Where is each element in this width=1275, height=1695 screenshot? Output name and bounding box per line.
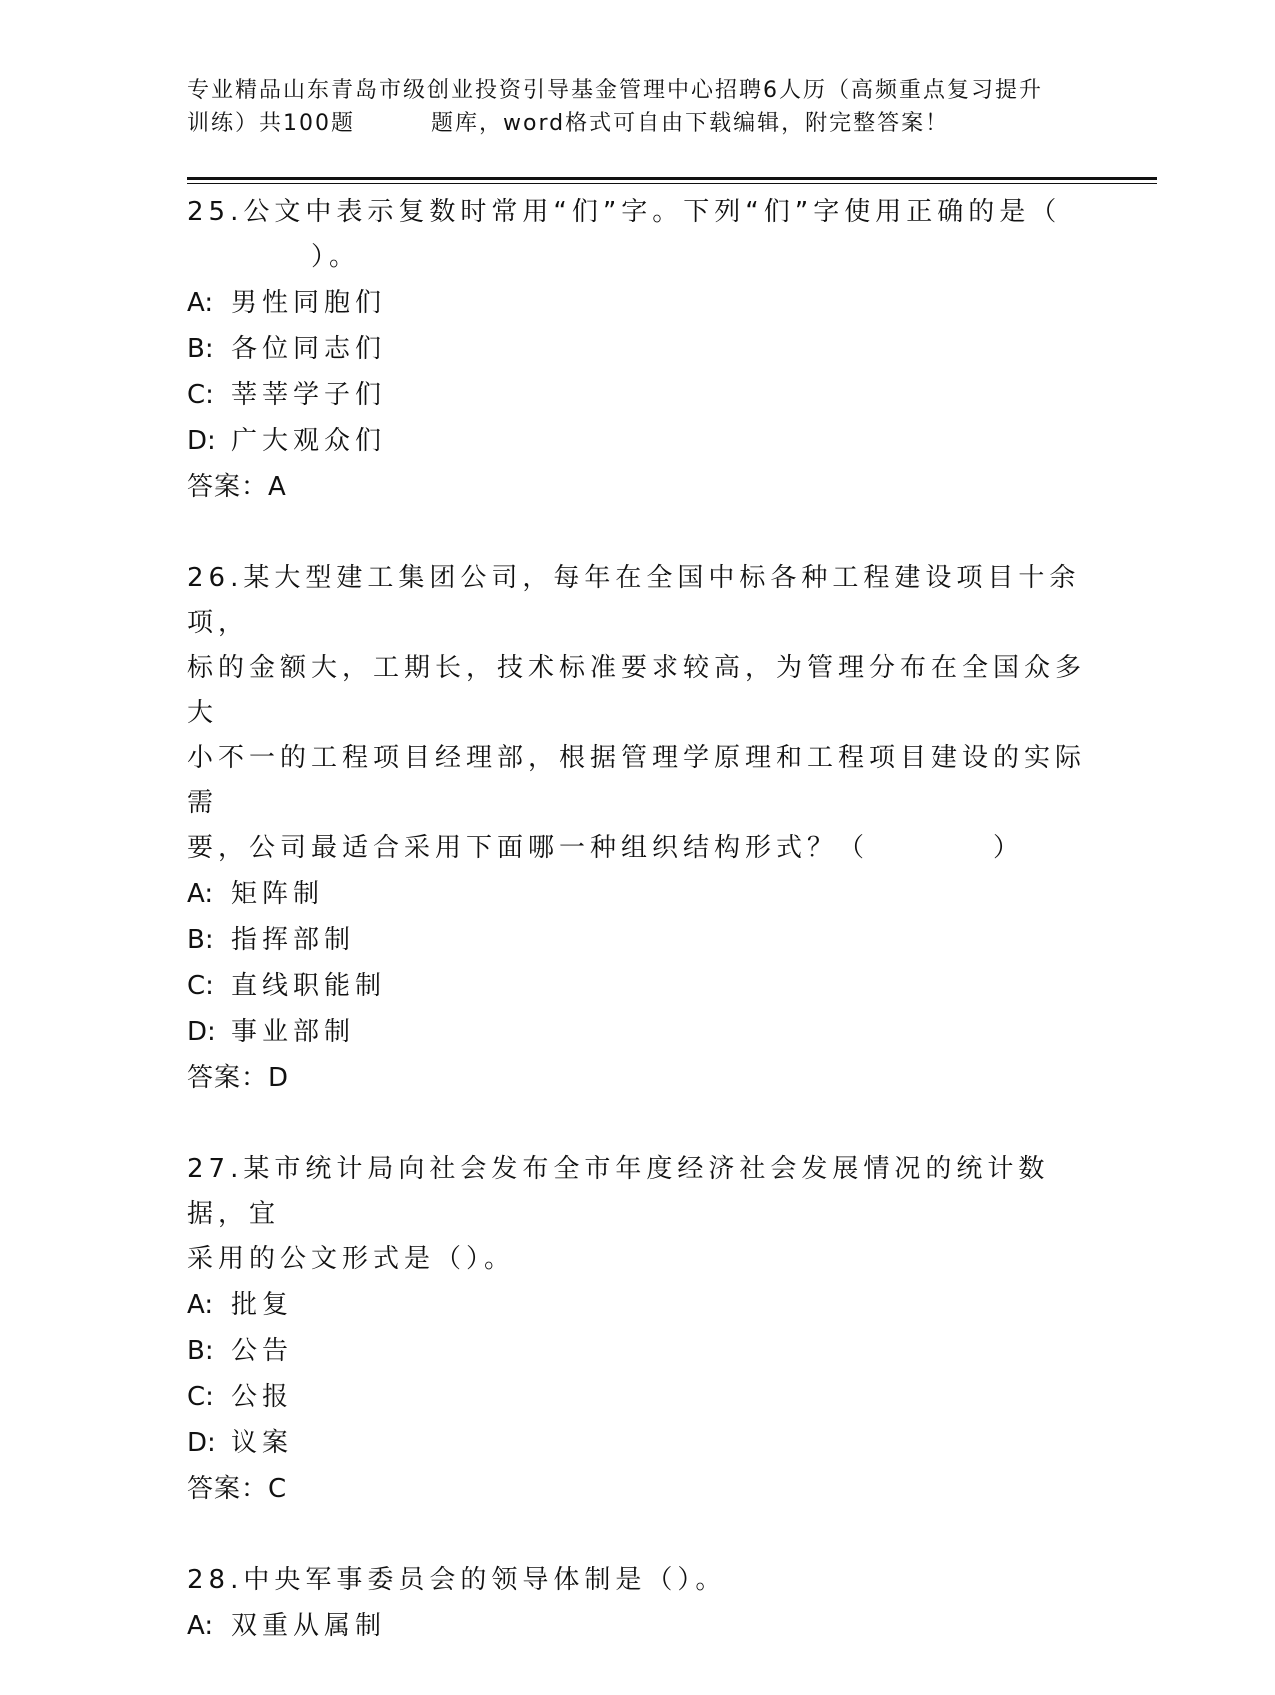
- header-line-2-part-1: 训练）共100题: [187, 111, 355, 136]
- answer-label: 答案：C: [187, 1474, 288, 1504]
- header-line-2-part-2: 题库，word格式可自由下载编辑，附完整答案！: [431, 111, 950, 136]
- option-b: B: 公告: [187, 1336, 294, 1366]
- option-a: A: 矩阵制: [187, 879, 325, 909]
- document-header: [187, 74, 1087, 140]
- stem-line: 26.某大型建工集团公司，每年在全国中标各种工程建设项目十余项，: [187, 563, 1081, 638]
- option-b: B: 各位同志们: [187, 334, 387, 364]
- option-c: C: 直线职能制: [187, 971, 387, 1001]
- option-c: C: 公报: [187, 1382, 294, 1412]
- answer-label: 答案：A: [187, 472, 287, 502]
- question-stem: [187, 190, 1087, 280]
- stem-line: 25.公文中表示复数时常用“们”字。下列“们”字使用正确的是（: [187, 197, 1062, 227]
- question-list: [187, 190, 1087, 1695]
- question-28: [187, 1558, 1087, 1649]
- option-b: B: 指挥部制: [187, 925, 356, 955]
- stem-line: 27.某市统计局向社会发布全市年度经济社会发展情况的统计数据，宜: [187, 1154, 1050, 1229]
- header-line-1: 专业精品山东青岛市级创业投资引导基金管理中心招聘6人历（高频重点复习提升: [187, 78, 1043, 103]
- question-25: [187, 190, 1087, 510]
- header-rule-thick: [187, 177, 1157, 180]
- option-d: D: 议案: [187, 1428, 294, 1458]
- stem-line: ）。: [311, 242, 361, 272]
- option-c: C: 莘莘学子们: [187, 380, 387, 410]
- option-a: A: 双重从属制: [187, 1611, 387, 1641]
- option-a: A: 批复: [187, 1290, 294, 1320]
- question-27: [187, 1147, 1087, 1512]
- question-stem: [187, 556, 1087, 871]
- option-d: D: 广大观众们: [187, 426, 387, 456]
- question-26: [187, 556, 1087, 1101]
- stem-line: 28.中央军事委员会的领导体制是（）。: [187, 1565, 727, 1595]
- stem-line: 小不一的工程项目经理部，根据管理学原理和工程项目建设的实际需: [187, 743, 1087, 818]
- question-stem: [187, 1147, 1087, 1282]
- header-line-2: [187, 107, 1087, 140]
- stem-line: 要，公司最适合采用下面哪一种组织结构形式？（ ）: [187, 833, 1025, 863]
- question-stem: [187, 1558, 1087, 1603]
- stem-line: 采用的公文形式是（）。: [187, 1244, 516, 1274]
- stem-line: 标的金额大，工期长，技术标准要求较高，为管理分布在全国众多大: [187, 653, 1087, 728]
- header-rule-thin: [187, 183, 1157, 184]
- option-d: D: 事业部制: [187, 1017, 356, 1047]
- answer-label: 答案：D: [187, 1063, 290, 1093]
- option-a: A: 男性同胞们: [187, 288, 387, 318]
